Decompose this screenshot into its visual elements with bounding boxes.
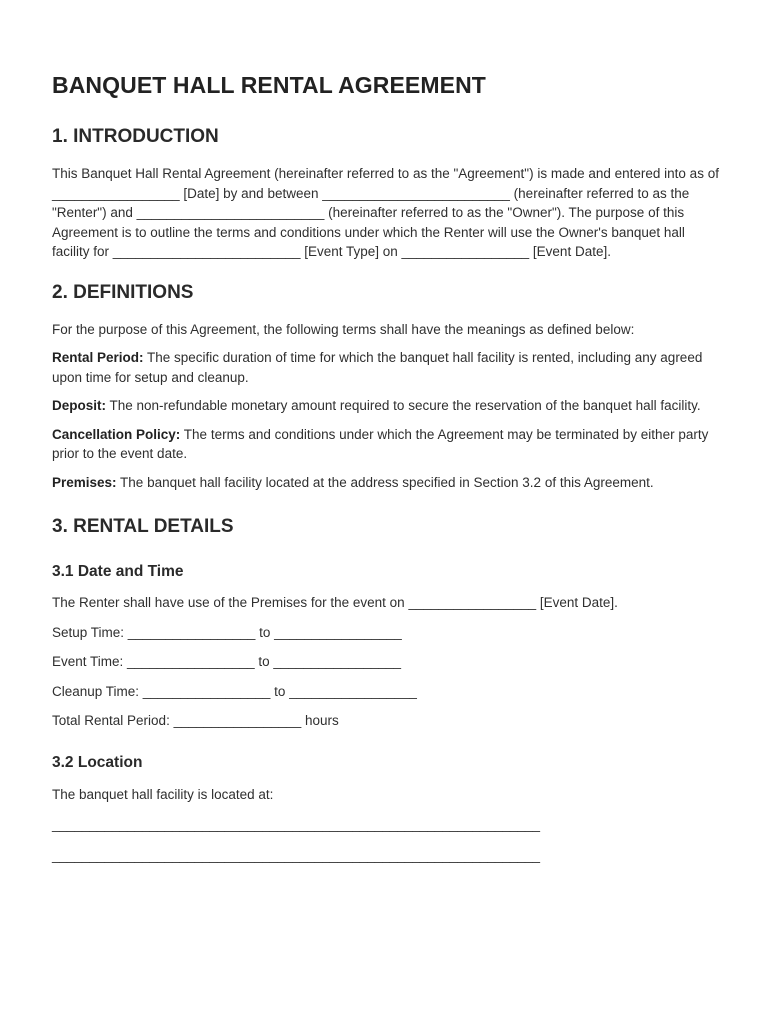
introduction-heading: 1. INTRODUCTION (52, 126, 219, 147)
agreement-page (52, 70, 720, 865)
cleanup-time-line: Cleanup Time: _________________ to _________________ (52, 683, 417, 699)
definition-text: The non-refundable monetary amount required to secure the reservation of the banquet hall facility. (106, 398, 701, 413)
definition-term: Rental Period: (52, 350, 144, 365)
event-time-line: Event Time: _________________ to _________________ (52, 654, 402, 669)
date-time-intro: The Renter shall have use of the Premises for the event on _________________ [Event Date]. (52, 595, 618, 610)
definition-text: The terms and conditions under which the Agreement may be terminated by either party prior to the event date. (52, 426, 709, 461)
definition-term: Premises: (52, 474, 117, 490)
definition-cancellation-policy (52, 425, 720, 464)
rental-details-heading: 3. RENTAL DETAILS (52, 516, 234, 537)
definition-deposit (52, 396, 720, 416)
document-title: BANQUET HALL RENTAL AGREEMENT (52, 72, 486, 98)
definition-rental-period (52, 348, 720, 387)
location-intro: The banquet hall facility is located at: (52, 786, 274, 802)
address-line: _________________________________________________________________ (52, 817, 541, 832)
definition-term: Cancellation Policy: (52, 426, 181, 442)
definition-premises (52, 473, 720, 493)
definitions-intro: For the purpose of this Agreement, the following terms shall have the meanings as defined below: (52, 321, 635, 337)
definition-term: Deposit: (52, 398, 106, 413)
definitions-heading: 2. DEFINITIONS (52, 281, 194, 303)
address-line: _________________________________________________________________ (52, 847, 541, 863)
date-time-heading: 3.1 Date and Time (52, 563, 184, 580)
total-rental-period-line: Total Rental Period: _________________ hours (52, 713, 339, 728)
location-heading: 3.2 Location (52, 753, 143, 771)
definition-text: The specific duration of time for which the banquet hall facility is rented, including any agreed upon time for setup and cleanup. (52, 350, 703, 385)
setup-time-line: Setup Time: _________________ to _________________ (52, 624, 402, 640)
definition-text: The banquet hall facility located at the address specified in Section 3.2 of this Agreement. (116, 474, 654, 490)
introduction-paragraph: This Banquet Hall Rental Agreement (hereinafter referred to as the "Agreement") is made and entered into as of _________________ [Date] by and between _________________________ (hereinafter referred to as the "Renter") and _________________________ (hereinafter referred to as the "Owner"). The purpose of this Agreement is to outline the terms and conditions under which the Renter will use the Owner's banquet hall facility for _________________________ [Event Type] on _________________ [Event Date]. (52, 166, 719, 259)
